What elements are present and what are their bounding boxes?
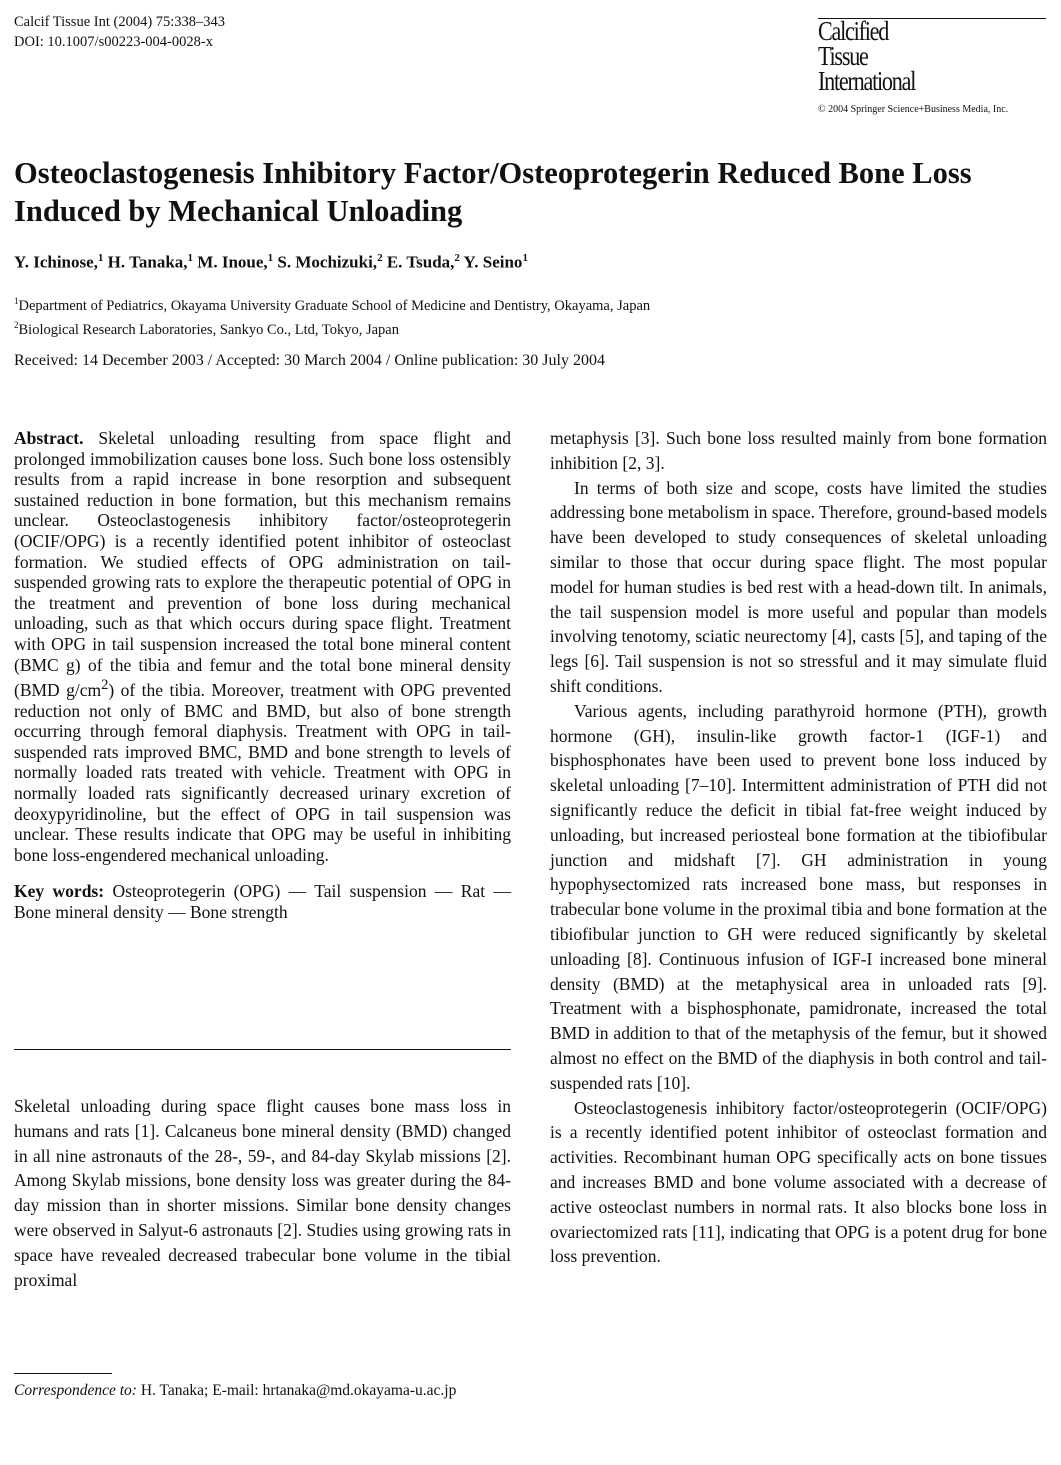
- abstract-divider: [14, 1049, 511, 1050]
- author-affiliation-mark: 1: [267, 252, 274, 264]
- body-paragraph: metaphysis [3]. Such bone loss resulted mainly from bone formation inhibition [2, 3].: [550, 428, 1047, 473]
- logo-word-1: Calcified: [818, 16, 889, 46]
- author-affiliation-mark: 1: [97, 252, 104, 264]
- affiliation-number: 1: [14, 296, 19, 306]
- abstract-label: Abstract.: [14, 428, 84, 448]
- author-name: E. Tsuda,: [386, 252, 455, 272]
- affiliation-text: Biological Research Laboratories, Sankyo Co., Ltd, Tokyo, Japan: [18, 321, 399, 338]
- affiliation-item: [14, 316, 650, 340]
- keywords-text: Osteoprotegerin (OPG) — Tail suspension — Rat — Bone mineral density — Bone strength: [14, 881, 512, 923]
- body-paragraph: Various agents, including parathyroid hormone (PTH), growth hormone (GH), insulin-like growth factor-1 (IGF-1) and bisphosphonates have been used to prevent bone loss induced by skeletal unloading [7–10]. Intermittent administration of PTH did not significantly reduce the deficit in tibial fat-free weight induced by unloading, but increased periosteal bone formation at the tibiofibular junction and midshaft [7]. GH administration in young hypophysectomized rats increased bone mass, but responses in trabecular bone volume in the proximal tibia and bone formation at the tibiofibular junction to GH were reduced significantly by skeletal unloading [8]. Continuous infusion of IGF-I increased bone mineral density (BMD) at the metaphysical area in unloaded rats [9]. Treatment with a bisphosphonate, pamidronate, increased the total BMD in addition to that of the metaphysis of the femur, but it showed almost no effect on the BMD of the diaphysis in both control and tail-suspended rats [10].: [550, 700, 1047, 1093]
- affiliation-number: 2: [14, 319, 19, 330]
- author-affiliation-mark: 2: [454, 252, 460, 264]
- right-column: [550, 426, 1047, 1269]
- article-title: Osteoclastogenesis Inhibitory Factor/Osteoprotegerin Reduced Bone Loss Induced by Mechanical Unloading: [14, 156, 972, 228]
- journal-header: [14, 12, 225, 52]
- abstract-text-b: ) of the tibia. Moreover, treatment with OPG prevented reduction not only of BMC and BMD, but also of bone strength occurring through femoral diaphysis. Treatment with OPG in tail-suspended rats improved BMC, BMD and bone strength to levels of normally loaded rats treated with vehicle. Treatment with OPG in normally loaded rats significantly decreased urinary excretion of deoxypyridinoline, but the effect of OPG in tail suspension was unclear. These results indicate that OPG may be useful in inhibiting bone loss-engendered mechanical unloading.: [14, 679, 511, 865]
- abstract-superscript: 2: [101, 677, 109, 694]
- author-affiliation-mark: 2: [377, 252, 383, 264]
- logo-word-3: International: [818, 66, 916, 96]
- abstract-text-a: Skeletal unloading resulting from space flight and prolonged immobilization causes bone loss. Such bone loss ostensibly results from a rapid increase in bone resorption and subsequent sustained reduction in bone formation, but this mechanism remains unclear. Osteoclastogenesis inhibitory factor/osteoprotegerin (OCIF/OPG) is a recently identified potent inhibitor of osteoclast formation. We studied effects of OPG administration on tail-suspended growing rats to explore the therapeutic potential of OPG in the treatment and prevention of bone loss during mechanical unloading, such as that which occurs during space flight. Treatment with OPG in tail suspension increased the total bone mineral content (BMC g) of the tibia and femur and the total bone mineral density (BMD g/cm: [14, 428, 511, 700]
- journal-logo: [818, 18, 1048, 115]
- copyright: © 2004 Springer Science+Business Media, Inc.: [818, 104, 1009, 115]
- affiliation-text: Department of Pediatrics, Okayama University Graduate School of Medicine and Dentistry, Okayama, Japan: [18, 297, 651, 314]
- author-name: Y. Seino: [463, 252, 523, 272]
- author-name: S. Mochizuki,: [277, 252, 378, 272]
- author-affiliation-mark: 1: [522, 252, 528, 264]
- introduction-paragraph: Skeletal unloading during space flight causes bone mass loss in humans and rats [1]. Calcaneus bone mineral density (BMD) changed in all nine astronauts of the 28-, 59-, and 84-day Skylab missions [2]. Among Skylab missions, bone density loss was greater during the 84-day mission than in shorter missions. Similar bone density changes were observed in Salyut-6 astronauts [2]. Studies using growing rats in space have revealed decreased trabecular bone volume in the tibial proximal: [14, 1096, 511, 1290]
- affiliation-item: [14, 292, 650, 316]
- publication-dates: Received: 14 December 2003 / Accepted: 30 March 2004 / Online publication: 30 July 2004: [14, 352, 605, 369]
- author-affiliation-mark: 1: [187, 252, 194, 264]
- abstract: [14, 428, 511, 865]
- keywords-label: Key words:: [14, 881, 105, 902]
- body-paragraph: In terms of both size and scope, costs have limited the studies addressing bone metabolism in space. Therefore, ground-based models have been developed to study consequences of skeletal unloading similar to those that occur during space flight. The most popular model for human studies is bed rest with a head-down tilt. In animals, the tail suspension model is more useful and popular than models involving tenotomy, sciatic neurectomy [4], casts [5], and taping of the legs [6]. Tail suspension is not so stressful and it may simulate fluid shift conditions.: [550, 477, 1047, 696]
- footnote-divider: [14, 1373, 112, 1374]
- body-paragraph: Osteoclastogenesis inhibitory factor/osteoprotegerin (OCIF/OPG) is a recently identified potent inhibitor of osteoclast formation and activities. Recombinant human OPG specifically acts on bone tissues and increases BMD and bone volume associated with a decrease of active osteoclast numbers in normal rats. It also blocks bone loss in ovariectomized rats [11], indicating that OPG is a potent drug for bone loss prevention.: [550, 1097, 1047, 1267]
- author-name: H. Tanaka,: [107, 252, 188, 272]
- author-name: Y. Ichinose,: [14, 252, 98, 272]
- author-name: M. Inoue,: [197, 252, 268, 272]
- doi: DOI: 10.1007/s00223-004-0028-x: [14, 34, 213, 50]
- correspondence-footnote: [14, 1381, 511, 1401]
- affiliations: [14, 292, 650, 340]
- correspondence-label: Correspondence to:: [14, 1382, 137, 1399]
- left-column: [14, 428, 511, 923]
- keywords: [14, 881, 511, 923]
- correspondence-text: H. Tanaka; E-mail: hrtanaka@md.okayama-u.ac.jp: [136, 1382, 457, 1399]
- journal-citation: Calcif Tissue Int (2004) 75:338–343: [14, 14, 226, 30]
- logo-word-2: Tissue: [818, 41, 868, 71]
- author-list: [14, 252, 528, 273]
